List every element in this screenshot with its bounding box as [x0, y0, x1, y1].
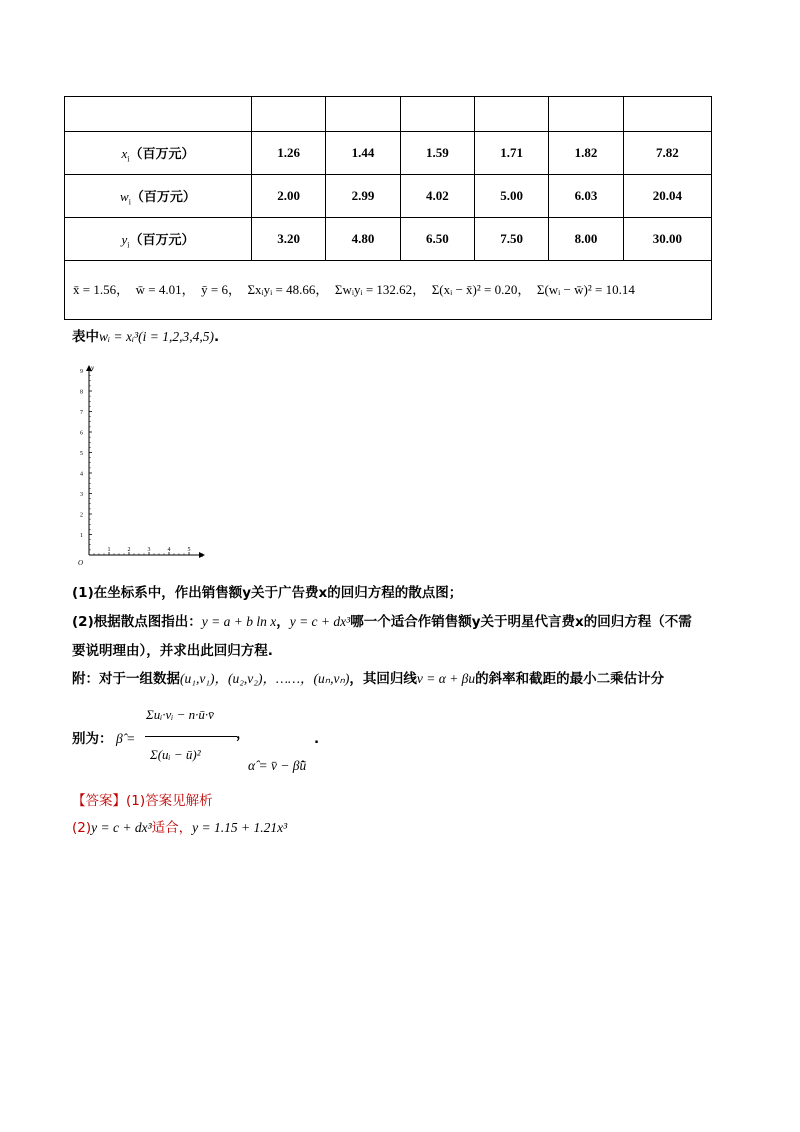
question-2-line-2: 要说明理由），并求出此回归方程.	[72, 643, 273, 659]
table-cell: 4.80	[326, 218, 400, 261]
appendix-line-1: 附：对于一组数据(u₁,v₁)，(u₂,v₂)，……，(uₙ,vₙ)，其回归线v = α + βu的斜率和截距的最小二乘估计分	[72, 671, 665, 687]
y-tick-label: 7	[80, 410, 83, 416]
x-tick-label: 4	[167, 547, 171, 553]
comma: ，	[236, 726, 250, 742]
table-cell: 1.71	[474, 132, 548, 175]
table-cell: 6.03	[549, 175, 623, 218]
stat-xbar: x̄ = 1.56	[73, 282, 117, 297]
beta-hat: β̂ =	[116, 731, 136, 746]
alpha-hat: α̂ = v̄ − β̂ū	[248, 758, 307, 773]
table-row-y	[65, 218, 712, 261]
fraction-bar	[145, 736, 237, 737]
table-cell: 7.82	[623, 132, 711, 175]
table-row-w	[65, 175, 712, 218]
table-cell: 2.99	[326, 175, 400, 218]
table-cell: 5.00	[474, 175, 548, 218]
table-header-row	[65, 97, 712, 132]
y-axis-label: y	[91, 364, 95, 372]
table-cell: 6.50	[400, 218, 474, 261]
y-tick-label: 4	[80, 471, 83, 478]
table-cell: 1.82	[549, 132, 623, 175]
beta-denominator: Σ(uᵢ − ū)²	[150, 747, 201, 762]
stat-sum-wy: Σwᵢyᵢ = 132.62	[334, 282, 413, 297]
y-tick-label: 1	[80, 533, 83, 539]
stat-ybar: ȳ = 6	[201, 282, 228, 297]
table-cell: 20.04	[623, 175, 711, 218]
table-note: 表中wᵢ = xᵢ³(i = 1,2,3,4,5).	[72, 329, 220, 345]
origin-label: O	[78, 559, 84, 567]
data-table	[64, 96, 712, 320]
row-label: $y_i$（百万元）	[65, 218, 252, 261]
header-cell	[65, 97, 252, 132]
x-tick-label: 5	[187, 547, 191, 553]
table-cell: 30.00	[623, 218, 711, 261]
header-cell	[400, 97, 474, 132]
row-label: $x_i$（百万元）	[65, 132, 252, 175]
stat-sxx: Σ(xᵢ − x̄)² = 0.20	[431, 282, 518, 297]
y-tick-label: 9	[80, 369, 83, 375]
table-cell: 1.44	[326, 132, 400, 175]
stat-sww: Σ(wᵢ − w̄)² = 10.14	[536, 282, 635, 297]
table-cell: 7.50	[474, 218, 548, 261]
answer-line-2: (2)y = c + dx³适合，y = 1.15 + 1.21x³	[72, 820, 288, 836]
table-cell: 1.59	[400, 132, 474, 175]
y-tick-label: 6	[80, 430, 83, 437]
table-cell: 1.26	[251, 132, 325, 175]
table-cell: 8.00	[549, 218, 623, 261]
table-cell: 3.20	[251, 218, 325, 261]
x-tick-label: 1	[107, 547, 111, 553]
y-tick-label: 8	[80, 389, 83, 396]
stats-row	[65, 261, 712, 320]
header-cell	[549, 97, 623, 132]
header-cell	[474, 97, 548, 132]
x-tick-label: 2	[127, 547, 131, 553]
x-tick-label: 3	[147, 547, 151, 553]
stat-sum-xy: Σxᵢyᵢ = 48.66	[247, 282, 316, 297]
y-tick-label: 2	[80, 512, 83, 519]
stats-cell: x̄ = 1.56， w̄ = 4.01， ȳ = 6， Σxᵢyᵢ = 48.66， Σwᵢyᵢ = 132.62， Σ(xᵢ − x̄)² = 0.20， Σ(wᵢ − w̄)² = 10.14	[65, 261, 712, 320]
header-cell	[326, 97, 400, 132]
beta-numerator: Σuᵢ·vᵢ − n·ū·v̄	[146, 707, 214, 722]
header-cell	[251, 97, 325, 132]
question-1: (1)在坐标系中，作出销售额y关于广告费x的回归方程的散点图；	[72, 585, 463, 601]
period: .	[314, 731, 320, 747]
y-tick-label: 5	[80, 451, 83, 457]
x-axis-label: x	[200, 551, 204, 559]
answer-line-1: 【答案】(1)答案见解析	[72, 793, 213, 809]
row-label: $w_i$（百万元）	[65, 175, 252, 218]
table-cell: 2.00	[251, 175, 325, 218]
appendix-label: 别为：	[72, 731, 113, 747]
y-tick-label: 3	[80, 492, 83, 498]
question-2-line-1: (2)根据散点图指出：y = a + b ln x，y = c + dx³哪一个适合作销售额y关于明星代言费x的回归方程（不需	[72, 614, 692, 630]
stat-wbar: w̄ = 4.01	[135, 282, 182, 297]
table-cell: 4.02	[400, 175, 474, 218]
coordinate-axes	[74, 360, 214, 570]
header-cell	[623, 97, 711, 132]
table-row-x	[65, 132, 712, 175]
